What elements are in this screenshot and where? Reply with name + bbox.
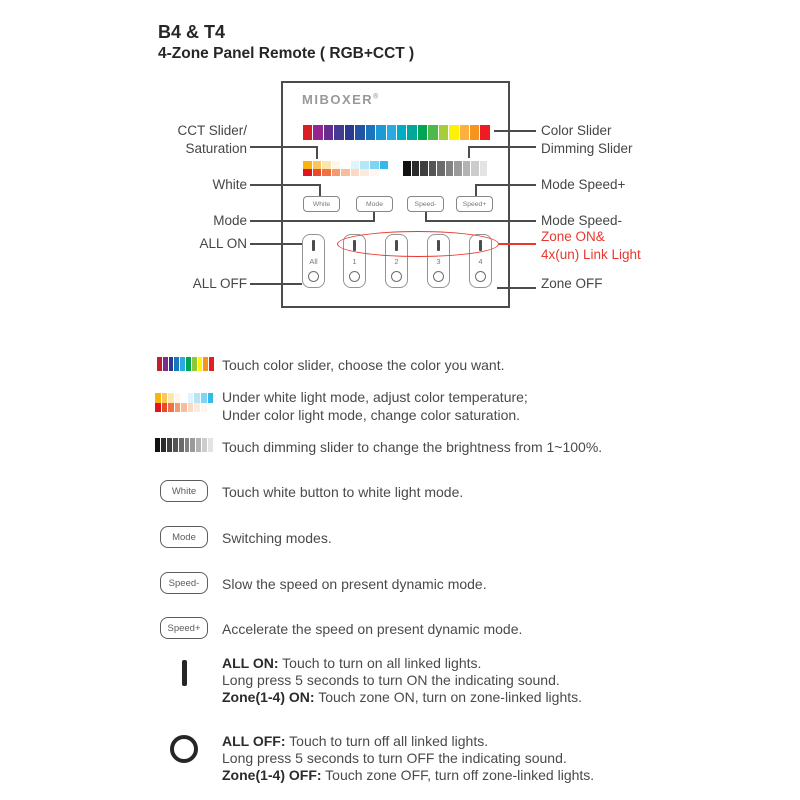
- dimming-slider-icon: [155, 438, 213, 452]
- callout-text: CCT Slider/: [177, 123, 247, 138]
- legend-bold: ALL ON:: [222, 655, 279, 671]
- callout-all-on: ALL ON: [199, 236, 247, 251]
- legend-line: Long press 5 seconds to turn ON the indicating sound.: [222, 672, 560, 688]
- zone-button-all: [302, 234, 325, 288]
- callout-all-off: ALL OFF: [192, 276, 247, 291]
- legend-line: [222, 733, 594, 750]
- legend-line: [222, 689, 582, 706]
- legend-speed-minus-text: Slow the speed on present dynamic mode.: [222, 576, 487, 592]
- zone-off-icon: [391, 271, 402, 282]
- legend-white-text: Touch white button to white light mode.: [222, 484, 464, 500]
- page-title: B4 & T4: [158, 22, 226, 42]
- legend-line: [222, 655, 582, 672]
- callout-text: 4x(un) Link Light: [541, 247, 641, 262]
- callout-color-slider: Color Slider: [541, 123, 612, 138]
- connector-line: [250, 220, 375, 222]
- zone-off-icon: [308, 271, 319, 282]
- callout-mode: Mode: [213, 213, 247, 228]
- callout-cct-slider: [120, 122, 247, 158]
- connector-line: [497, 287, 536, 289]
- speed-minus-button-icon: Speed-: [160, 572, 208, 594]
- connector-line: [425, 220, 536, 222]
- legend-line: [222, 767, 594, 784]
- legend-line: Under color light mode, change color saturation.: [222, 407, 521, 423]
- legend-bold: ALL OFF:: [222, 733, 286, 749]
- connector-line: [250, 146, 318, 148]
- page-subtitle: 4-Zone Panel Remote ( RGB+CCT ): [158, 45, 415, 62]
- zone-off-icon: [433, 271, 444, 282]
- connector-line: [373, 212, 375, 221]
- callout-zone-on: [541, 228, 641, 264]
- zone-label: 2: [394, 256, 399, 266]
- connector-line: [316, 146, 318, 159]
- zone-label: 3: [436, 256, 441, 266]
- white-button-icon: White: [160, 480, 208, 502]
- legend-plain: Touch to turn off all linked lights.: [285, 733, 489, 749]
- color-slider: [303, 125, 490, 140]
- zone-label: 4: [478, 256, 483, 266]
- connector-line: [250, 184, 320, 186]
- white-button: White: [303, 196, 340, 212]
- legend-all-on-text: [222, 655, 582, 706]
- zone-off-icon: [349, 271, 360, 282]
- zone-label: 1: [352, 256, 357, 266]
- connector-line-red: [499, 243, 536, 245]
- legend-speed-plus-text: Accelerate the speed on present dynamic mode.: [222, 621, 523, 637]
- connector-line: [494, 130, 536, 132]
- legend-bold: Zone(1-4) ON:: [222, 689, 315, 705]
- connector-line: [425, 212, 427, 221]
- callout-text: Saturation: [185, 141, 247, 156]
- legend-plain: Touch to turn on all linked lights.: [278, 655, 482, 671]
- mode-button-icon: Mode: [160, 526, 208, 548]
- brand-logo-text: MIBOXER: [302, 92, 374, 107]
- legend-all-off-text: [222, 733, 594, 784]
- connector-line: [250, 243, 302, 245]
- legend-dimming-text: Touch dimming slider to change the brightness from 1~100%.: [222, 439, 603, 455]
- legend-plain: Touch zone OFF, turn off zone-linked lights.: [321, 767, 595, 783]
- connector-line: [319, 184, 321, 196]
- mode-button: Mode: [356, 196, 393, 212]
- registered-mark: ®: [373, 93, 379, 101]
- legend-line: Long press 5 seconds to turn OFF the indicating sound.: [222, 750, 567, 766]
- connector-line: [475, 184, 536, 186]
- callout-text: Zone ON&: [541, 229, 605, 244]
- cct-slider-top: [303, 161, 388, 169]
- dimming-slider: [403, 161, 487, 176]
- zone-on-icon: [312, 240, 315, 251]
- callout-white: White: [212, 177, 247, 192]
- color-slider-icon: [157, 357, 214, 371]
- connector-line: [250, 283, 302, 285]
- zone-label: All: [309, 256, 318, 266]
- callout-mode-speed-minus: Mode Speed-: [541, 213, 623, 228]
- legend-bold: Zone(1-4) OFF:: [222, 767, 322, 783]
- brand-logo: [302, 92, 378, 107]
- zone-on-highlight-ellipse: [337, 231, 499, 257]
- speed-plus-button: Speed+: [456, 196, 493, 212]
- connector-line: [468, 146, 470, 158]
- on-icon: [182, 660, 187, 686]
- cct-slider-icon: [155, 393, 213, 403]
- callout-mode-speed-plus: Mode Speed+: [541, 177, 626, 192]
- off-icon: [170, 735, 198, 763]
- legend-cct-text: [222, 388, 528, 424]
- connector-line: [475, 184, 477, 196]
- cct-slider-bottom: [303, 169, 388, 176]
- legend-color-text: Touch color slider, choose the color you want.: [222, 357, 505, 373]
- legend-plain: Touch zone ON, turn on zone-linked lights.: [314, 689, 583, 705]
- speed-minus-button: Speed-: [407, 196, 444, 212]
- callout-zone-off: Zone OFF: [541, 276, 603, 291]
- zone-off-icon: [475, 271, 486, 282]
- cct-slider-icon: [155, 403, 213, 412]
- connector-line: [468, 146, 536, 148]
- legend-mode-text: Switching modes.: [222, 530, 332, 546]
- callout-dimming-slider: Dimming Slider: [541, 141, 633, 156]
- speed-plus-button-icon: Speed+: [160, 617, 208, 639]
- legend-line: Under white light mode, adjust color temperature;: [222, 389, 528, 405]
